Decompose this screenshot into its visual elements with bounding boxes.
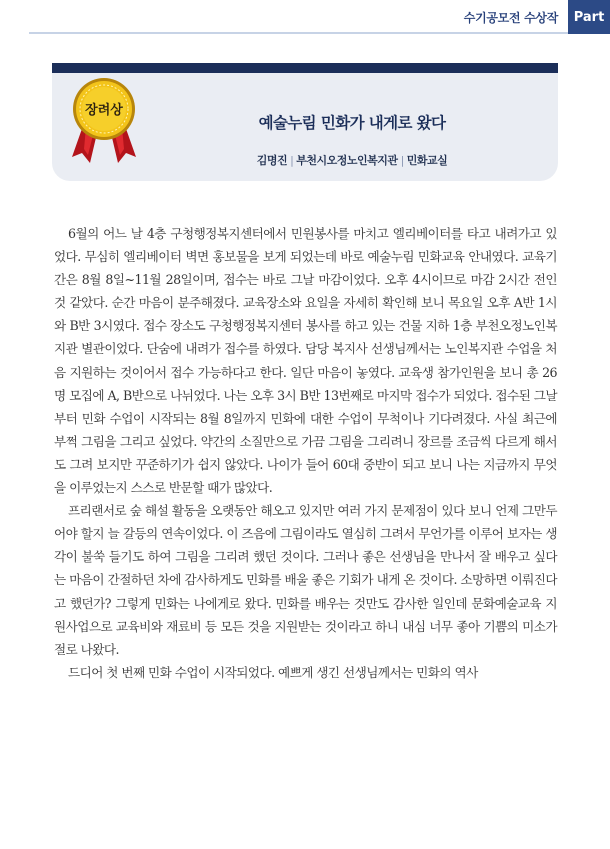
- program-name: 민화교실: [406, 154, 448, 167]
- byline-separator: |: [290, 154, 294, 167]
- header-rule: [29, 32, 569, 34]
- award-label: 장려상: [85, 103, 123, 118]
- body-paragraph: 프리랜서로 숲 해설 활동을 오랫동안 해오고 있지만 여러 가지 문제점이 있다 보니 언제 그만두어야 할지 늘 갈등의 연속이었다. 이 즈음에 그림이라도 열심히 그려서 무언가를 이루어 보자는 생각이 불쑥 들기도 하여 그림을 그리려 했던 것이다. 그러나 좋은 선생님을 만나서 잘 배우고 싶다는 마음이 간절하던 차에 감사하게도 민화를 배울 좋은 기회가 내게 온 것이다. 소망하면 이뤄진다고 했던가? 그렇게 민화는 나에게로 왔다. 민화를 배우는 것만도 감사한 일인데 문화예술교육 지원사업으로 교육비와 재료비 등 모든 것을 지원받는 것이라고 하니 내심 너무 좋아 기쁨의 미소가 절로 나왔다.: [54, 503, 557, 657]
- section-title: 수기공모전 수상작: [463, 11, 558, 25]
- article-title: 예술누림 민화가 내게로 왔다: [258, 114, 446, 132]
- article-body: [54, 222, 557, 684]
- author-name: 김명진: [256, 154, 288, 167]
- organization-name: 부천시오정노인복지관: [296, 154, 398, 167]
- body-paragraph: 6월의 어느 날 4층 구청행정복지센터에서 민원봉사를 마치고 엘리베이터를 타고 내려가고 있었다. 무심히 엘리베이터 벽면 홍보물을 보게 되었는데 바로 예술누림 민화교육 안내였다. 교육기간은 8월 8일~11월 28일이며, 접수는 바로 그날 마감이었다. 오후 4시이므로 마감 2시간 전인 것 같았다. 순간 마음이 분주해졌다. 교육장소와 요일을 자세히 확인해 보니 목요일 오후 A반 1시와 B반 3시였다. 접수 장소도 구청행정복지센터 봉사를 하고 있는 건물 지하 1층 부천오정노인복지관 별관이었다. 단숨에 내려가 접수를 하였다. 담당 복지사 선생님께서는 노인복지관 수업을 처음 지원하는 것이어서 접수 가능하다고 한다. 일단 마음이 놓였다. 교육생 참가인원을 보니 총 26명 모집에 A, B반으로 나뉘었다. 나는 오후 3시 B반 13번째로 마지막 접수가 되었다. 접수된 그날부터 민화 수업이 시작되는 8월 8일까지 민화에 대한 수업이 무척이나 기다려졌다. 사실 최근에 부쩍 그림을 그리고 싶었다. 약간의 소질만으로 가끔 그림을 그리려니 장르를 조금씩 다르게 해서도 그려 보지만 꾸준하기가 쉽지 않았다. 나이가 들어 60대 중반이 되고 보니 나는 지금까지 무엇을 이루었는지 스스로 반문할 때가 많았다.: [54, 226, 557, 496]
- banner-top-bar: [52, 63, 558, 73]
- body-paragraph: 드디어 첫 번째 민화 수업이 시작되었다. 예쁘게 생긴 선생님께서는 민화의 역사: [68, 664, 478, 680]
- article-byline: [202, 152, 502, 168]
- byline-separator: |: [400, 154, 404, 167]
- part-tab[interactable]: Part: [568, 0, 610, 34]
- award-medal-icon: [64, 77, 144, 169]
